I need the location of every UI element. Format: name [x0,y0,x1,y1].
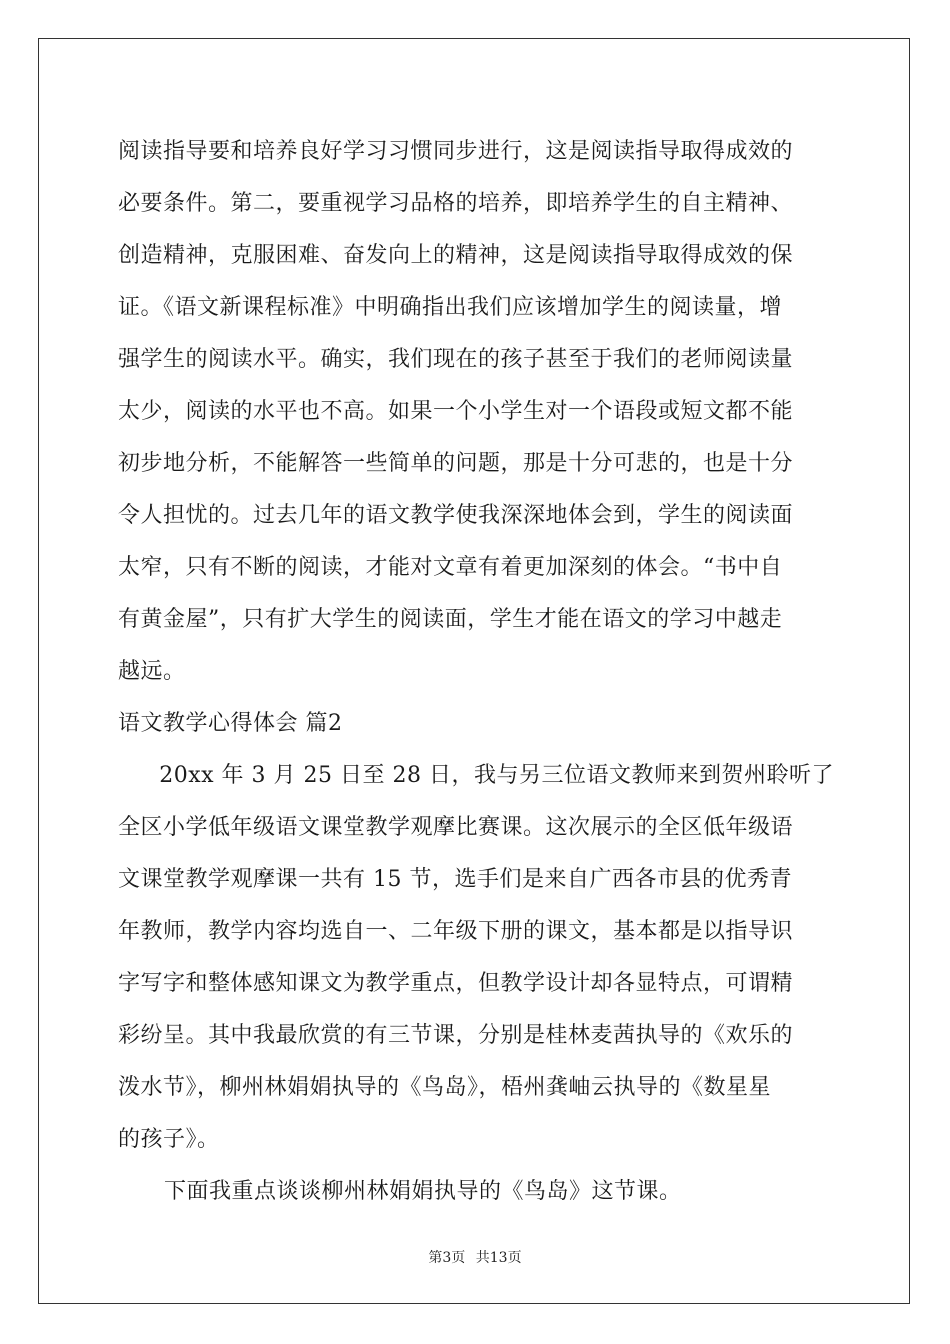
paragraph-1-line: 初步地分析，不能解答一些简单的问题，那是十分可悲的，也是十分 [118,451,794,476]
paragraph-2-line: 字写字和整体感知课文为教学重点，但教学设计却各显特点，可谓精 [118,971,794,996]
page-footer [0,1247,950,1267]
paragraph-1-line: 太少，阅读的水平也不高。如果一个小学生对一个语段或短文都不能 [118,399,794,424]
paragraph-2-line: 泼水节》，柳州林娟娟执导的《鸟岛》，梧州龚岫云执导的《数星星 [118,1075,772,1100]
paragraph-1-line: 太窄，只有不断的阅读，才能对文章有着更加深刻的体会。“书中自 [118,555,783,580]
paragraph-1-line: 创造精神，克服困难、奋发向上的精神，这是阅读指导取得成效的保 [118,243,794,268]
page-total: 共13页 [475,1250,522,1266]
paragraph-1-line: 越远。 [118,659,186,684]
paragraph-1-line: 强学生的阅读水平。确实，我们现在的孩子甚至于我们的老师阅读量 [118,347,794,372]
paragraph-1-line: 阅读指导要和培养良好学习习惯同步进行，这是阅读指导取得成效的 [118,139,794,164]
paragraph-2-line: 年教师，教学内容均选自一、二年级下册的课文，基本都是以指导识 [118,919,794,944]
paragraph-3-text: 下面我重点谈谈柳州林娟娟执导的《鸟岛》这节课。 [164,1179,682,1204]
paragraph-2-line: 全区小学低年级语文课堂教学观摩比赛课。这次展示的全区低年级语 [118,815,794,840]
paragraph-2-line: 彩纷呈。其中我最欣赏的有三节课，分别是桂林麦茜执导的《欢乐的 [118,1023,794,1048]
paragraph-2-line: 20xx 年 3 月 25 日至 28 日，我与另三位语文教师来到贺州聆听了 [159,763,834,788]
paragraph-1-line: 有黄金屋”，只有扩大学生的阅读面，学生才能在语文的学习中越走 [118,607,783,632]
indent [118,750,159,802]
paragraph-1-line: 令人担忧的。过去几年的语文教学使我深深地体会到，学生的阅读面 [118,503,794,528]
document-body [118,126,834,1218]
page-number: 第3页 [428,1250,466,1266]
paragraph-3-line [118,1166,834,1218]
indent [118,1166,164,1218]
section-heading: 语文教学心得体会 篇2 [118,711,343,736]
paragraph-2-line: 的孩子》。 [118,1127,220,1152]
paragraph-1-line: 必要条件。第二，要重视学习品格的培养，即培养学生的自主精神、 [118,191,794,216]
paragraph-2-line: 文课堂教学观摩课一共有 15 节，选手们是来自广西各市县的优秀青 [118,867,792,892]
paragraph-2-first-line [118,750,834,802]
paragraph-1-line: 证。《语文新课程标准》中明确指出我们应该增加学生的阅读量，增 [118,295,783,320]
